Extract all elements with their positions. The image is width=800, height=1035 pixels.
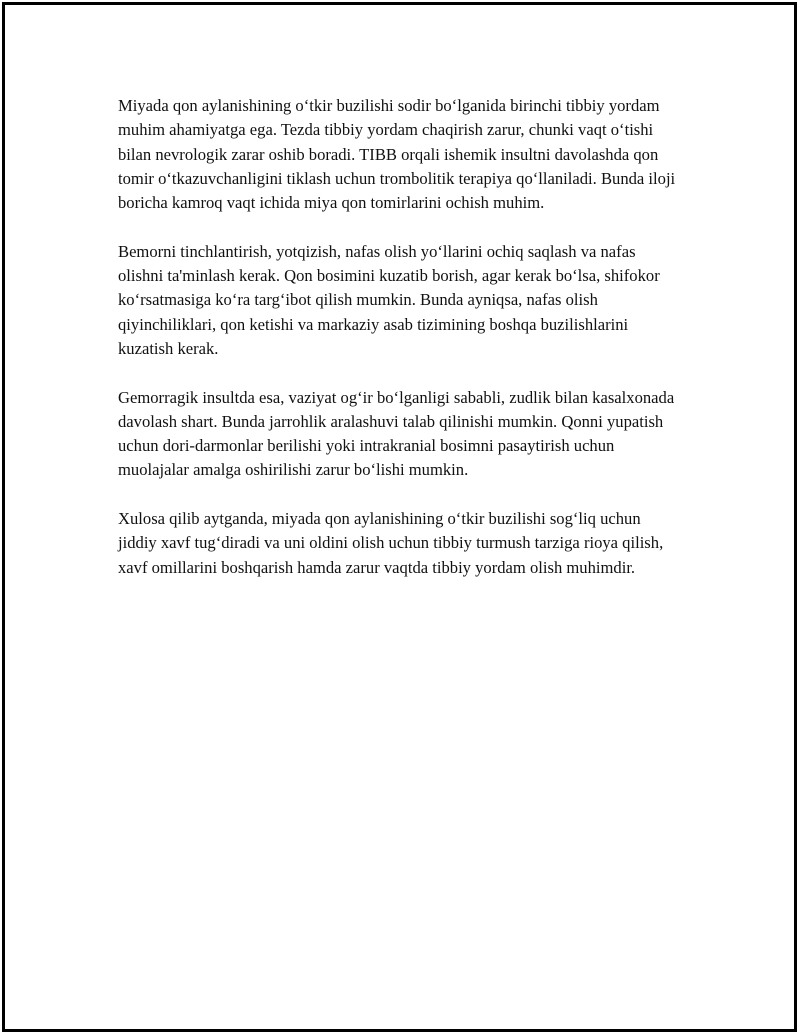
paragraph-first-aid: Miyada qon aylanishining o‘tkir buzilishi sodir bo‘lganida birinchi tibbiy yordam muhim ahamiyatga ega. Tezda tibbiy yordam chaqirish zarur, chunki vaqt o‘tishi bilan nevrologik zarar oshib boradi. TIBB orqali ishemik insultni davolashda qon tomir o‘tkazuvchanligini tiklash uchun trombolitik terapiya qo‘llaniladi. Bunda iloji boricha kamroq vaqt ichida miya qon tomirlarini ochish muhim. (118, 96, 676, 213)
paragraph-hemorrhagic-stroke: Gemorragik insultda esa, vaziyat og‘ir bo‘lganligi sababli, zudlik bilan kasalxonada davolash shart. Bunda jarrohlik aralashuvi talab qilinishi mumkin. Qonni yupatish uchun dori-darmonlar berilishi yoki intrakranial bosimni pasaytirish uchun muolajalar amalga oshirilishi zarur bo‘lishi mumkin. (118, 387, 675, 480)
paragraph-conclusion: Xulosa qilib aytganda, miyada qon aylanishining o‘tkir buzilishi sog‘liq uchun jiddiy xavf tug‘diradi va uni oldini olish uchun tibbiy turmush tarziga rioya qilish, xavf omillarini boshqarish hamda zarur vaqtda tibbiy yordam olish muhimdir. (118, 509, 664, 577)
document-body (118, 94, 678, 604)
paragraph-patient-care: Bemorni tinchlantirish, yotqizish, nafas olish yo‘llarini ochiq saqlash va nafas olishni ta'minlash kerak. Qon bosimini kuzatib borish, agar kerak bo‘lsa, shifokor ko‘rsatmasiga ko‘ra targ‘ibot qilish mumkin. Bunda ayniqsa, nafas olish qiyinchiliklari, qon ketishi va markaziy asab tizimining boshqa buzilishlarini kuzatish kerak. (118, 241, 660, 358)
